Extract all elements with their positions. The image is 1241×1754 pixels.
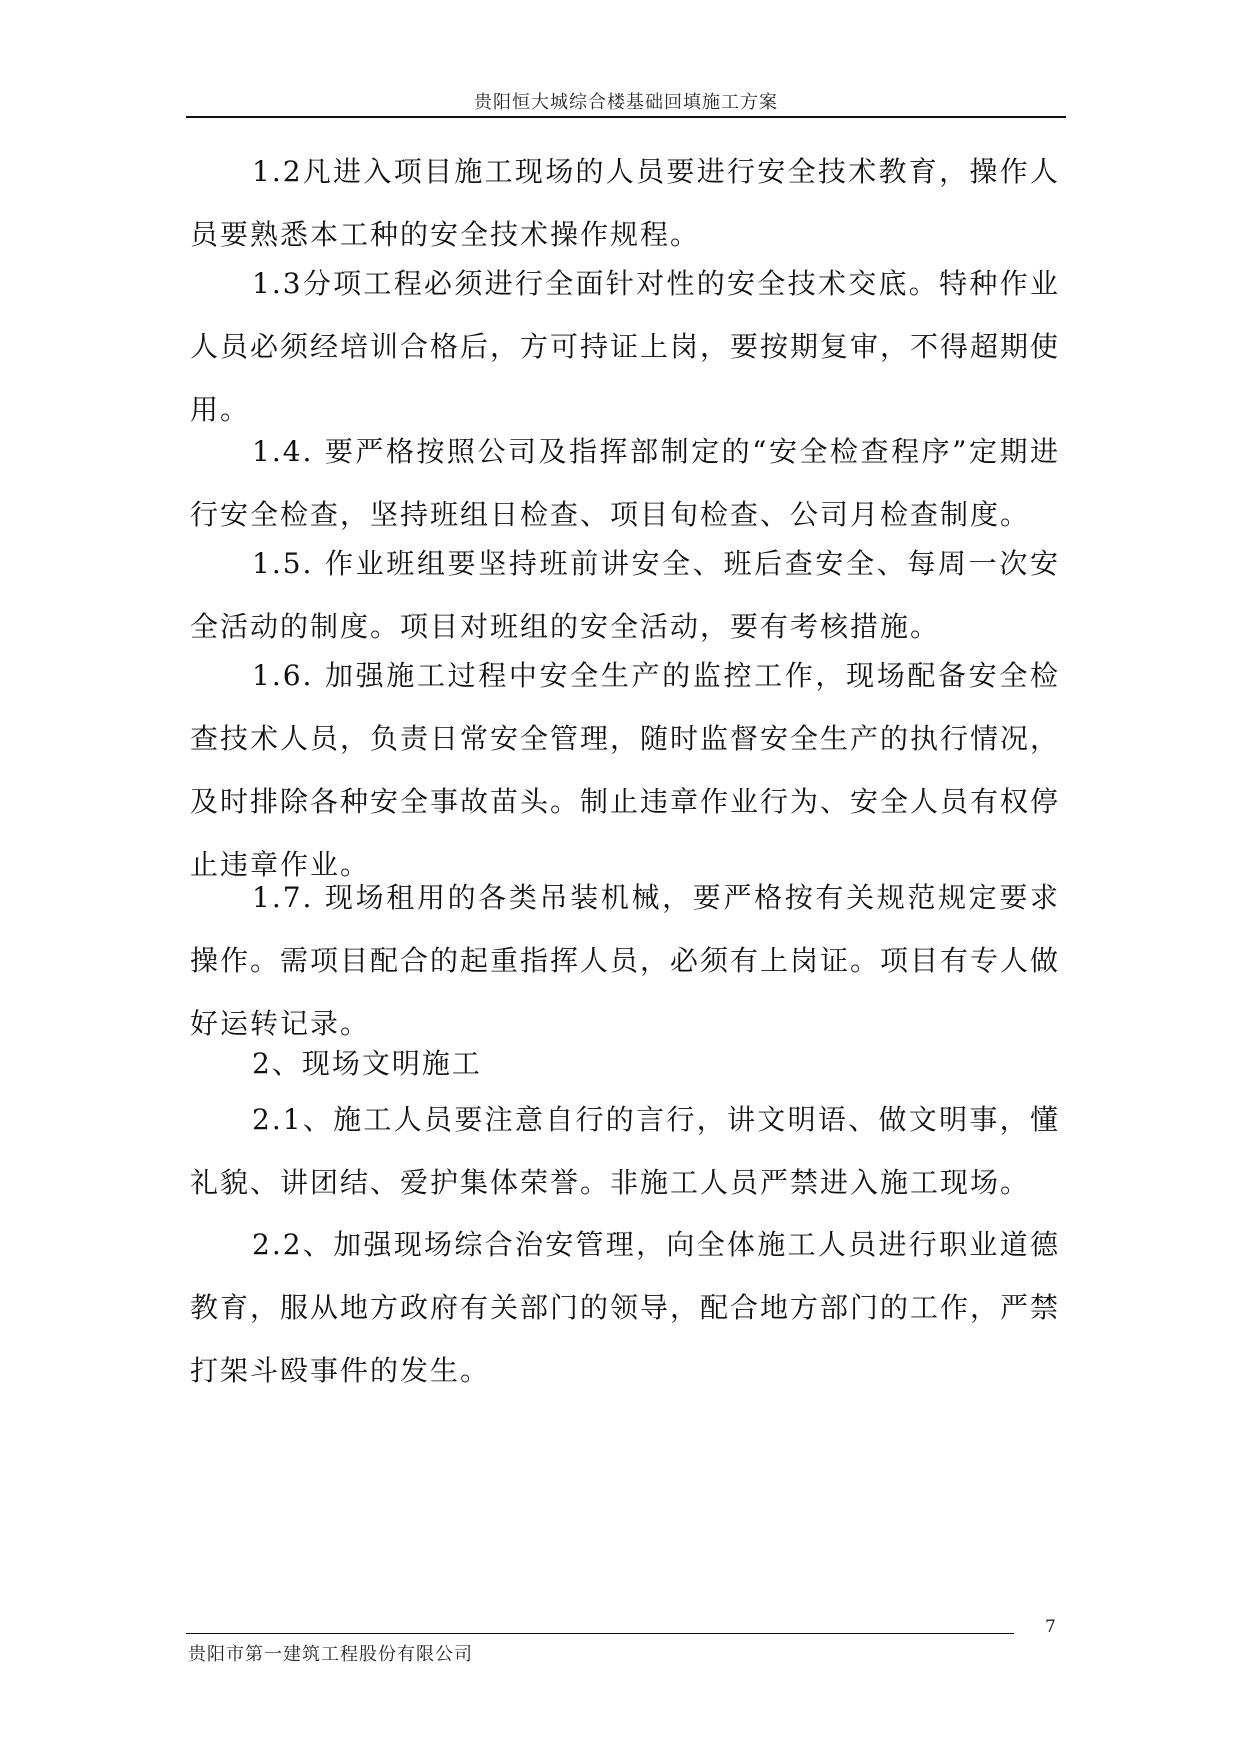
header-title: 贵阳恒大城综合楼基础回填施工方案 — [474, 92, 778, 113]
paragraph-1-3: 1.3分项工程必须进行全面针对性的安全技术交底。特种作业人员必须经培训合格后，方可持证上岗，要按期复审，不得超期使用。 — [190, 267, 1061, 426]
paragraph-2-1: 2.1、施工人员要注意自行的言行，讲文明语、做文明事，懂礼貌、讲团结、爱护集体荣誉。非施工人员严禁进入施工现场。 — [190, 1103, 1060, 1199]
paragraph-1-7: 1.7. 现场租用的各类吊装机械，要严格按有关规范规定要求操作。需项目配合的起重指挥人员，必须有上岗证。项目有专人做好运转记录。 — [190, 881, 1061, 1040]
paragraph-1-4: 1.4. 要严格按照公司及指挥部制定的“安全检查程序”定期进行安全检查，坚持班组日检查、项目旬检查、公司月检查制度。 — [190, 435, 1060, 531]
section-heading-2: 2、现场文明施工 — [252, 1047, 482, 1080]
header-divider — [186, 116, 1066, 118]
paragraph-1-5: 1.5. 作业班组要坚持班前讲安全、班后查安全、每周一次安全活动的制度。项目对班组的安全活动，要有考核措施。 — [190, 547, 1060, 643]
footer-divider — [186, 1633, 1014, 1634]
footer-company-name: 贵阳市第一建筑工程股份有限公司 — [188, 1644, 473, 1665]
paragraph-1-2: 1.2凡进入项目施工现场的人员要进行安全技术教育，操作人员要熟悉本工种的安全技术操作规程。 — [190, 155, 1060, 251]
page-number: 7 — [1045, 1617, 1056, 1637]
paragraph-2-2: 2.2、加强现场综合治安管理，向全体施工人员进行职业道德教育，服从地方政府有关部门的领导，配合地方部门的工作，严禁打架斗殴事件的发生。 — [190, 1228, 1061, 1387]
paragraph-1-6: 1.6. 加强施工过程中安全生产的监控工作，现场配备安全检查技术人员，负责日常安全管理，随时监督安全生产的执行情况，及时排除各种安全事故苗头。制止违章作业行为、安全人员有权停止违章作业。 — [190, 659, 1061, 881]
